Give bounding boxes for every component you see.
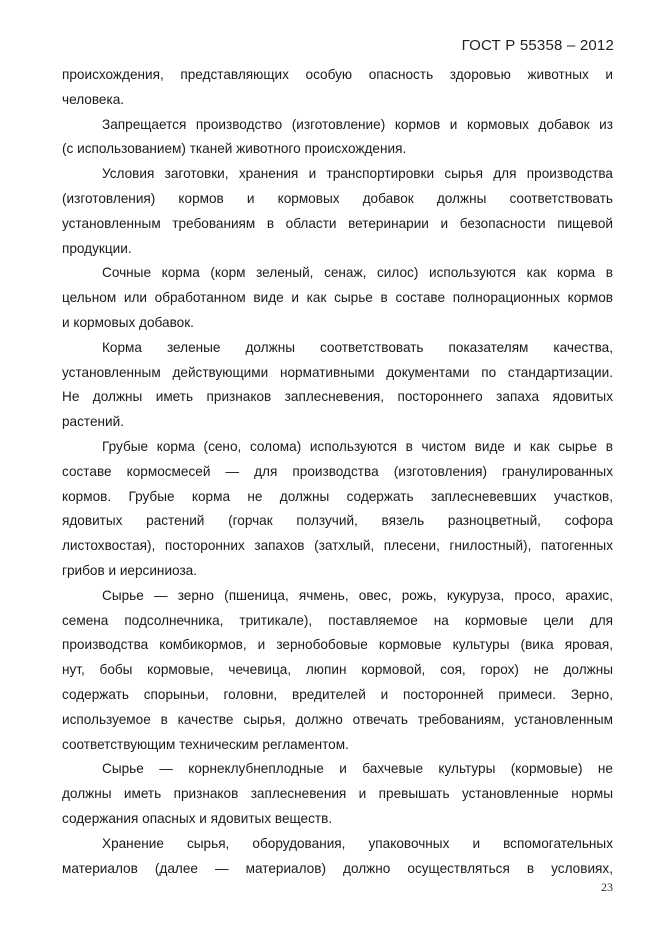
text-line: используемое в качестве сырья, должно отвечать требованиям, установленным (62, 711, 613, 727)
text-line: семена подсолнечника, тритикале), поставляемое на кормовые цели для (62, 612, 613, 628)
text-line: Грубые корма (сено, солома) используются в чистом виде и как сырье в (102, 438, 613, 454)
text-line: производства комбикормов, и зернобобовые кормовые культуры (вика яровая, (62, 637, 613, 653)
text-line: и кормовых добавок. (62, 314, 194, 330)
text-line: содержания опасных и ядовитых веществ. (62, 810, 333, 826)
text-line: растений. (62, 414, 125, 430)
text-line: содержать спорыньи, головни, вредителей и посторонней примеси. Зерно, (62, 686, 613, 702)
text-line: Сырье — зерно (пшеница, ячмень, овес, рожь, кукуруза, просо, арахис, (102, 587, 613, 603)
text-line: кормов. Грубые корма не должны содержать заплесневевших участков, (62, 488, 613, 504)
page-number: 23 (601, 880, 613, 894)
text-line: установленным действующими нормативными документами по стандартизации. (62, 364, 613, 380)
text-line: (с использованием) тканей животного происхождения. (62, 141, 407, 157)
text-line: продукции. (62, 240, 132, 256)
text-line: Корма зеленые должны соответствовать показателям качества, (102, 339, 613, 355)
text-line: человека. (62, 91, 125, 107)
text-line: составе кормосмесей — для производства (изготовления) гранулированных (62, 463, 613, 479)
text-line: Условия заготовки, хранения и транспортировки сырья для производства (102, 166, 613, 182)
text-line: ядовитых растений (горчак ползучий, вязель разноцветный, софора (62, 513, 613, 529)
text-line: материалов (далее — материалов) должно осуществляться в условиях, (62, 860, 613, 876)
text-line: грибов и иерсиниоза. (62, 562, 198, 578)
text-line: листохвостая), посторонних запахов (затхлый, плесени, гнилостный), патогенных (62, 538, 613, 554)
document-body (62, 63, 613, 881)
text-line: нут, бобы кормовые, чечевица, люпин кормовой, соя, горох) не должны (62, 662, 613, 678)
text-line: установленным требованиям в области ветеринарии и безопасности пищевой (62, 215, 613, 231)
text-line: должны иметь признаков заплесневения и превышать установленные нормы (62, 786, 613, 802)
text-line: Сырье — корнеклубнеплодные и бахчевые культуры (кормовые) не (102, 761, 613, 777)
text-line: цельном или обработанном виде и как сырье в составе полнорационных кормов (62, 290, 613, 306)
text-line: Сочные корма (корм зеленый, сенаж, силос) используются как корма в (102, 265, 613, 281)
document-header: ГОСТ Р 55358 – 2012 (461, 37, 614, 54)
text-line: Хранение сырья, оборудования, упаковочных и вспомогательных (102, 835, 613, 851)
text-line: происхождения, представляющих особую опасность здоровью животных и (62, 67, 613, 82)
text-line: (изготовления) кормов и кормовых добавок должны соответствовать (62, 190, 613, 206)
text-line: Не должны иметь признаков заплесневения, постороннего запаха ядовитых (62, 389, 613, 405)
text-line: Запрещается производство (изготовление) кормов и кормовых добавок из (102, 116, 613, 132)
text-line: соответствующим техническим регламентом. (62, 736, 349, 752)
